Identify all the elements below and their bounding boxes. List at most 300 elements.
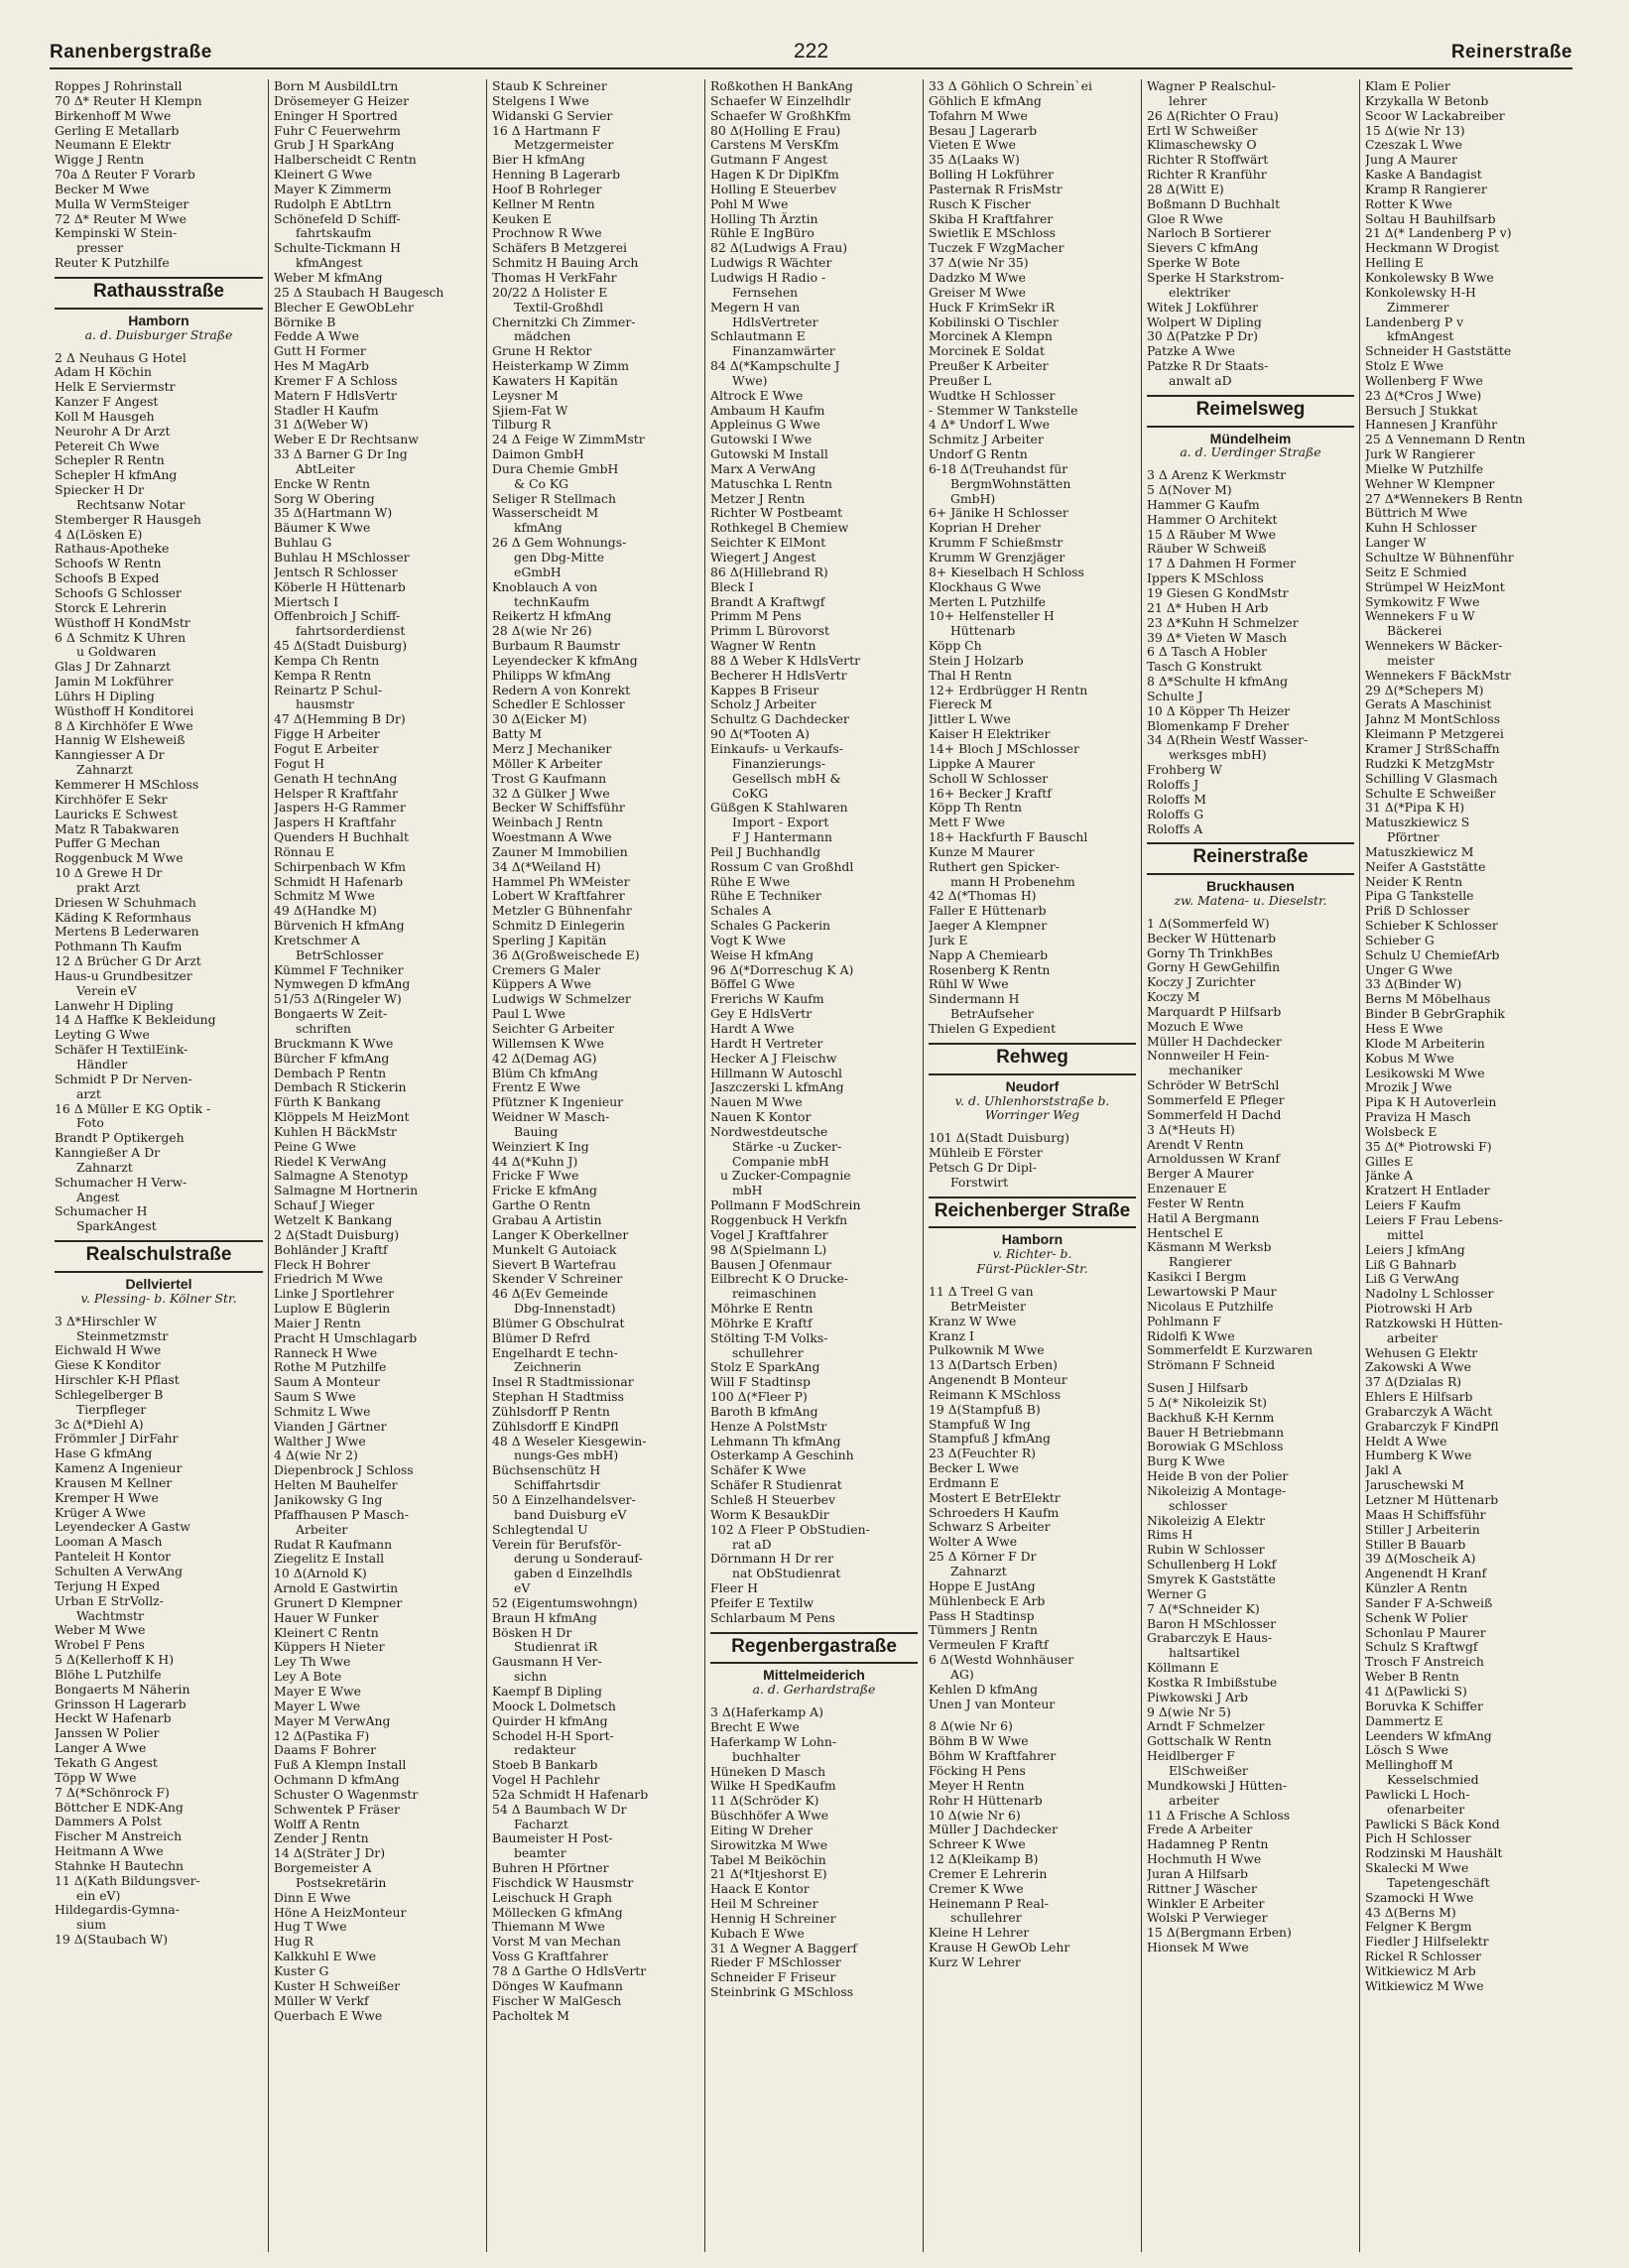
directory-entry: Witkiewicz M Arb [1365, 1964, 1476, 1978]
directory-entry: 26 Δ Gem Wohnungs- [492, 536, 627, 551]
directory-entry: Tuczek F WzgMacher [929, 241, 1065, 256]
directory-entry: Carstens M VersKfm [710, 138, 839, 153]
directory-column [1359, 79, 1577, 2252]
directory-entry: Strömann F Schneid [1147, 1358, 1276, 1373]
directory-entry: Schneider H Gaststätte [1365, 344, 1512, 359]
directory-entry: Sirowitzka M Wwe [710, 1837, 828, 1852]
directory-entry: band Duisburg eV [514, 1507, 627, 1522]
directory-entry: 19 Δ(Staubach W) [55, 1933, 169, 1948]
directory-entry: Stolz E Wwe [1365, 359, 1444, 374]
directory-entry: Forstwirt [950, 1175, 1009, 1190]
directory-entry: Grune H Rektor [492, 344, 592, 359]
directory-entry: 35 Δ(Hartmann W) [274, 506, 393, 521]
directory-entry: Petereit Ch Wwe [55, 439, 160, 453]
directory-entry: Dönges W Kaufmann [492, 1978, 623, 1993]
directory-entry: Hillmann W Autoschl [710, 1066, 843, 1080]
directory-entry: Kappes B Friseur [710, 683, 819, 697]
directory-entry: 84 Δ(*Kampschulte J [710, 359, 840, 374]
directory-entry: Kobilinski O Tischler [929, 315, 1059, 329]
directory-entry: Schulten A VerwAng [55, 1565, 183, 1578]
directory-entry: Stahnke H Bautechn [55, 1858, 185, 1873]
directory-entry: haltsartikel [1169, 1646, 1240, 1661]
directory-entry: Heldt A Wwe [1365, 1434, 1447, 1449]
directory-entry: Schodel H-H Sport- [492, 1728, 614, 1743]
directory-entry: Gausmann H Ver- [492, 1655, 602, 1670]
directory-entry: Grabau A Artistin [492, 1212, 602, 1227]
directory-entry: 82 Δ(Ludwigs A Frau) [710, 241, 848, 256]
directory-entry: 14 Δ Haffke K Bekleidung [55, 1013, 216, 1028]
directory-entry: Fiereck M [929, 697, 993, 712]
directory-entry: Wagner W Rentn [710, 639, 816, 654]
directory-entry: Baumeister H Post- [492, 1831, 613, 1846]
directory-entry: 16 Δ Müller E KG Optik - [55, 1101, 211, 1116]
directory-entry: Leiers J kfmAng [1365, 1242, 1465, 1257]
directory-entry: Huck F KrimSekr iR [929, 300, 1056, 315]
directory-entry: Studienrat iR [514, 1640, 598, 1655]
directory-entry: Kesselschmied [1387, 1773, 1479, 1788]
directory-entry: Bösken H Dr [492, 1625, 572, 1640]
directory-entry: Weinbach J Rentn [492, 816, 603, 830]
directory-entry: Eiting W Dreher [710, 1823, 813, 1837]
directory-entry: Arnold E Gastwirtin [274, 1581, 399, 1596]
directory-entry: 5 Δ(Kellerhoff K H) [55, 1653, 175, 1668]
directory-entry: Steinbrink G MSchloss [710, 1985, 854, 2000]
street-location: v. Plessing- b. Kölner Str. [80, 1290, 237, 1306]
directory-entry: Preußer L [929, 373, 992, 388]
directory-entry: Zauner M Immobilien [492, 844, 628, 859]
directory-entry: Companie mbH [732, 1154, 829, 1169]
directory-entry: kfmAngest [296, 256, 363, 271]
directory-entry: Salmagne A Stenotyp [274, 1169, 409, 1184]
directory-entry: Krausen M Kellner [55, 1475, 173, 1490]
directory-entry: Stampfuß J kfmAng [929, 1432, 1051, 1447]
directory-entry: Müller J Dachdecker [929, 1823, 1058, 1837]
directory-entry: Wolski P Verwieger [1147, 1911, 1268, 1926]
directory-entry: Böffel G Wwe [710, 977, 796, 992]
directory-entry: 50 Δ Einzelhandelsver- [492, 1493, 636, 1507]
directory-entry: Fogut E Arbeiter [274, 741, 379, 756]
directory-entry: Henning B Lagerarb [492, 168, 621, 183]
directory-entry: Kuhlen H BäckMstr [274, 1124, 397, 1139]
directory-entry: Hüneken D Masch [710, 1764, 826, 1779]
directory-entry: Leyting G Wwe [55, 1028, 150, 1043]
directory-entry: Pawlicki S Bäck Kond [1365, 1817, 1500, 1831]
directory-entry: Haack E Kontor [710, 1882, 810, 1897]
directory-entry: Terjung H Exped [55, 1578, 161, 1593]
directory-entry: Patzke R Dr Staats- [1147, 359, 1269, 374]
directory-entry: Wehner W Klempner [1365, 476, 1495, 491]
directory-entry: Rossum C van Großhdl [710, 859, 854, 874]
directory-entry: Kempinski W Stein- [55, 226, 178, 241]
directory-entry: 2 Δ Neuhaus G Hotel [55, 350, 187, 365]
district-name: Hamborn [1001, 1231, 1064, 1248]
directory-entry: BetrMeister [950, 1299, 1026, 1314]
directory-entry: Ley Th Wwe [274, 1655, 351, 1670]
directory-entry: Kamenz A Ingenieur [55, 1461, 183, 1476]
directory-entry: Verein für Berufsför- [492, 1537, 622, 1552]
directory-entry: Mühlenbeck E Arb [929, 1593, 1046, 1608]
directory-entry: Güßgen K Stahlwaren [710, 801, 848, 816]
directory-entry: Ippers K MSchloss [1147, 571, 1264, 586]
directory-entry: Köllmann E [1147, 1661, 1219, 1676]
directory-entry: Konkolewsky B Wwe [1365, 270, 1494, 285]
directory-entry: Mozuch E Wwe [1147, 1019, 1244, 1034]
directory-entry: Szamocki H Wwe [1365, 1890, 1474, 1905]
street-location: zw. Matena- u. Dieselstr. [1174, 893, 1327, 909]
directory-entry: Mayer E Wwe [274, 1684, 361, 1699]
directory-entry: hausmstr [296, 697, 354, 712]
directory-entry: Lobert W Kraftfahrer [492, 889, 625, 904]
directory-entry: Hug R [274, 1935, 313, 1950]
directory-entry: Garthe O Rentn [492, 1198, 591, 1213]
directory-entry: Kretschmer A [274, 933, 360, 947]
directory-entry: Berns M Möbelhaus [1365, 992, 1491, 1007]
directory-entry: Köpp Th Rentn [929, 801, 1022, 816]
directory-entry: 25 Δ Körner F Dr [929, 1550, 1037, 1565]
directory-entry: 35 Δ(* Piotrowski F) [1365, 1139, 1492, 1154]
directory-entry: schullehrer [950, 1911, 1022, 1926]
directory-entry: Küppers A Wwe [492, 977, 591, 992]
street-location: a. d. Gerhardstraße [752, 1682, 876, 1698]
directory-entry: Weidner W Masch- [492, 1110, 610, 1125]
directory-entry: Schönefeld D Schiff- [274, 211, 401, 226]
directory-entry: Reuter K Putzhilfe [55, 256, 170, 271]
street-location: a. d. Uerdinger Straße [1180, 444, 1321, 460]
directory-entry: Looman A Masch [55, 1535, 163, 1550]
directory-entry: Erdmann E [929, 1475, 999, 1490]
directory-entry: Leyendecker K kfmAng [492, 653, 638, 668]
directory-entry: Sievers C kfmAng [1147, 241, 1259, 256]
directory-entry: Osterkamp A Geschinh [710, 1449, 854, 1463]
directory-entry: Kubach E Wwe [710, 1926, 805, 1941]
directory-entry: Buhren H Pförtner [492, 1861, 609, 1876]
directory-entry: Zühlsdorff E KindPfl [492, 1419, 619, 1434]
directory-entry: Strümpel W HeizMont [1365, 579, 1505, 594]
directory-entry: Cremer K Wwe [929, 1881, 1024, 1896]
directory-entry: Scoor W Lackabreiber [1365, 108, 1505, 123]
directory-entry: 32 Δ Gülker J Wwe [492, 786, 610, 801]
directory-column [704, 79, 923, 2252]
directory-entry: Stadler H Kaufm [274, 403, 379, 418]
directory-entry: Hauer W Funker [274, 1610, 379, 1625]
directory-entry: Kasikci I Bergm [1147, 1270, 1247, 1285]
directory-entry: Leischuck H Graph [492, 1890, 613, 1905]
directory-entry: Schulte J [1147, 689, 1203, 703]
directory-entry: Stampfuß W Ing [929, 1417, 1031, 1432]
spacer [1147, 1373, 1354, 1381]
directory-entry: Hagen K Dr DiplKfm [710, 168, 839, 183]
directory-entry: 20/22 Δ Holister E [492, 285, 608, 300]
directory-entry: 6-18 Δ(Treuhandst für [929, 461, 1068, 476]
directory-entry: Brecht E Wwe [710, 1719, 800, 1734]
directory-entry: Stephan H Stadtmiss [492, 1390, 624, 1405]
directory-entry: Dembach P Rentn [274, 1066, 387, 1080]
directory-entry: Blümer G Obschulrat [492, 1316, 625, 1330]
directory-entry: Wiegert J Angest [710, 551, 816, 565]
directory-entry: arbeiter [1387, 1330, 1438, 1345]
directory-entry: Stiller B Bauarb [1365, 1537, 1466, 1552]
directory-entry: Tilburg R [492, 418, 552, 433]
directory-entry: Stiller J Arbeiterin [1365, 1522, 1480, 1537]
directory-entry: Ratzkowski H Hütten- [1365, 1316, 1503, 1330]
directory-entry: Trosch F Anstreich [1365, 1655, 1484, 1670]
directory-entry: Buhlau G [274, 536, 332, 551]
directory-entry: Scholz J Arbeiter [710, 697, 816, 712]
directory-entry: Leenders W kfmAng [1365, 1728, 1492, 1743]
directory-entry: Langer A Wwe [55, 1741, 147, 1756]
directory-entry: Verein eV [76, 983, 137, 998]
directory-entry: Schieber K Schlosser [1365, 919, 1498, 934]
directory-entry: 10+ Helfensteller H [929, 609, 1055, 624]
directory-entry: Grabarczyk A Wächt [1365, 1404, 1493, 1419]
directory-entry: Riedel K VerwAng [274, 1154, 387, 1169]
directory-entry: Nauen M Wwe [710, 1095, 803, 1110]
directory-entry: Tümmers J Rentn [929, 1623, 1038, 1638]
directory-entry: Schoofs W Rentn [55, 557, 162, 571]
directory-entry: Wachtmstr [76, 1608, 144, 1623]
directory-entry: 6 Δ Schmitz K Uhren [55, 630, 187, 645]
directory-entry: Kirchhöfer E Sekr [55, 792, 168, 807]
directory-entry: Köberle H Hüttenarb [274, 579, 406, 594]
directory-entry: Altrock E Wwe [710, 388, 804, 403]
directory-entry: Wolsbeck E [1365, 1124, 1438, 1139]
directory-entry: 10 Δ Köpper Th Heizer [1147, 703, 1291, 718]
directory-entry: Tasch G Konstrukt [1147, 660, 1262, 675]
directory-entry: Koczy J Zurichter [1147, 975, 1256, 990]
directory-entry: Figge H Arbeiter [274, 727, 380, 742]
directory-entry: Seitz E Schmied [1365, 565, 1467, 579]
directory-entry: Becker L Wwe [929, 1461, 1019, 1476]
directory-entry: Mellinghoff M [1365, 1758, 1453, 1773]
directory-entry: Rothe M Putzhilfe [274, 1360, 387, 1375]
directory-entry: Leiers F Frau Lebens- [1365, 1212, 1503, 1227]
directory-entry: Puffer G Mechan [55, 836, 161, 851]
directory-entry: Hirschler K-H Pflast [55, 1373, 180, 1388]
directory-entry: Frentz E Wwe [492, 1080, 580, 1095]
directory-entry: Juran A Hilfsarb [1147, 1866, 1248, 1881]
directory-entry: 10 Δ(Arnold K) [274, 1567, 367, 1581]
directory-entry: Hardt A Wwe [710, 1022, 795, 1036]
directory-entry: Schlarbaum M Pens [710, 1610, 835, 1625]
directory-entry: Vermeulen F Kraftf [929, 1638, 1049, 1653]
district-name: Mittelmeiderich [763, 1667, 865, 1684]
directory-entry: Jänke A [1365, 1169, 1414, 1184]
directory-entry: Mielke W Putzhilfe [1365, 461, 1484, 476]
directory-entry: Möller K Arbeiter [492, 756, 602, 771]
directory-entry: Hammer G Kaufm [1147, 497, 1260, 512]
directory-entry: Redern A von Konrekt [492, 683, 631, 697]
directory-entry: 47 Δ(Hemming B Dr) [274, 712, 406, 727]
directory-entry: Symkowitz F Wwe [1365, 594, 1480, 609]
directory-entry: 100 Δ(*Fleer P) [710, 1390, 808, 1405]
directory-entry: 21 Δ(*Itjeshorst E) [710, 1867, 827, 1882]
directory-entry: Hildegardis-Gymna- [55, 1903, 180, 1918]
directory-entry: Schäfer K Wwe [710, 1463, 807, 1478]
page-number: 222 [793, 40, 829, 63]
directory-entry: Schulte E Schweißer [1365, 786, 1496, 801]
directory-entry: 44 Δ(*Kuhn J) [492, 1154, 578, 1169]
directory-entry: Händler [76, 1058, 128, 1071]
directory-entry: Fiedler J Hilfselektr [1365, 1935, 1489, 1950]
directory-entry: Schiffahrtsdir [514, 1478, 600, 1493]
directory-entry: Mayer K Zimmerm [274, 182, 392, 196]
directory-entry: Höne A HeizMonteur [274, 1905, 407, 1920]
directory-entry: Schultz G Dachdecker [710, 712, 849, 727]
directory-entry: Thielen G Expedient [929, 1022, 1057, 1036]
directory-entry: Vogel H Pachlehr [492, 1773, 600, 1788]
directory-entry: Lösch S Wwe [1365, 1743, 1449, 1758]
directory-entry: Giese K Konditor [55, 1358, 161, 1373]
district-name: Bruckhausen [1206, 878, 1295, 895]
directory-entry: Richter W Postbeamt [710, 506, 843, 521]
directory-entry: F J Hantermann [732, 830, 832, 845]
directory-entry: Ranneck H Wwe [274, 1345, 378, 1360]
directory-entry: fahrtsorderdienst [296, 624, 406, 639]
directory-entry: Sommerfeldt E Kurzwaren [1147, 1343, 1314, 1358]
directory-entry: Jaspers H Kraftfahr [274, 816, 396, 830]
directory-entry: Schäfers B Metzgerei [492, 241, 627, 256]
directory-entry: Wollenberg F Wwe [1365, 373, 1483, 388]
street-heading: Reichenberger Straße [929, 1197, 1136, 1229]
directory-entry: Bäckerei [1387, 624, 1442, 639]
directory-entry: Wennekers F u W [1365, 609, 1475, 624]
directory-entry: Leiers F Kaufm [1365, 1198, 1461, 1213]
directory-entry: 70a Δ Reuter F Vorarb [55, 168, 195, 183]
directory-entry: Becherer H HdlsVertr [710, 668, 847, 683]
directory-entry: Koczy M [1147, 990, 1200, 1005]
directory-entry: Möllecken G kfmAng [492, 1905, 623, 1920]
directory-entry: Voss G Kraftfahrer [492, 1950, 609, 1964]
directory-entry: Nonnweiler H Fein- [1147, 1049, 1270, 1064]
directory-entry: Bauer H Betriebmann [1147, 1425, 1285, 1440]
directory-entry: Matuszkiewicz S [1365, 816, 1470, 830]
directory-entry: 23 Δ(*Cros J Wwe) [1365, 388, 1482, 403]
directory-entry: Postsekretärin [296, 1875, 387, 1890]
directory-entry: Heisterkamp W Zimm [492, 359, 629, 374]
directory-entry: Rudat R Kaufmann [274, 1537, 393, 1552]
directory-entry: Boßmann D Buchhalt [1147, 196, 1281, 211]
street-heading: Rehweg [929, 1043, 1136, 1075]
directory-entry: Vianden J Gärtner [274, 1419, 387, 1434]
directory-entry: Grub J H SparkAng [274, 138, 395, 153]
directory-entry: Diepenbrock J Schloss [274, 1463, 414, 1478]
directory-entry: Kurz W Lehrer [929, 1954, 1021, 1969]
directory-entry: 11 Δ(Kath Bildungsver- [55, 1873, 200, 1888]
directory-entry: Unen J van Monteur [929, 1697, 1056, 1711]
directory-entry: Wehusen G Elektr [1365, 1345, 1478, 1360]
directory-entry: 45 Δ(Stadt Duisburg) [274, 639, 408, 654]
directory-entry: Pollmann F ModSchrein [710, 1198, 861, 1213]
directory-entry: Schoofs B Exped [55, 571, 160, 586]
directory-entry: Schmitz L Wwe [274, 1404, 371, 1419]
directory-entry: Kleinert C Rentn [274, 1625, 379, 1640]
directory-entry: Klöppels M HeizMont [274, 1110, 410, 1125]
directory-entry: Querbach E Wwe [274, 2008, 383, 2023]
directory-entry: mädchen [514, 329, 571, 344]
directory-entry: Tofahrn M Wwe [929, 108, 1028, 123]
directory-entry: Smyrek K Gaststätte [1147, 1573, 1276, 1586]
directory-entry: 15 Δ Räuber M Wwe [1147, 527, 1276, 542]
directory-entry: Pass H Stadtinsp [929, 1608, 1035, 1623]
directory-entry: Kümmel F Techniker [274, 962, 404, 977]
directory-entry: Schonlau P Maurer [1365, 1625, 1486, 1640]
directory-entry: 39 Δ* Vieten W Masch [1147, 630, 1288, 645]
directory-entry: Arendt V Rentn [1147, 1137, 1244, 1152]
directory-entry: Ridolfi K Wwe [1147, 1328, 1235, 1343]
directory-entry: 7 Δ(*Schneider K) [1147, 1601, 1260, 1616]
directory-entry: Helten M Bauhelfer [274, 1478, 398, 1493]
directory-entry: Zühlsdorff P Rentn [492, 1404, 610, 1419]
directory-entry: Stölting T-M Volks- [710, 1330, 828, 1345]
directory-entry: Piotrowski H Arb [1365, 1302, 1473, 1317]
directory-entry: 25 Δ Staubach H Baugesch [274, 285, 444, 300]
directory-entry: Will F Stadtinsp [710, 1375, 811, 1390]
directory-entry: Pracht H Umschlagarb [274, 1330, 418, 1345]
directory-entry: Grunert D Klempner [274, 1595, 403, 1610]
directory-entry: Werner G [1147, 1586, 1207, 1601]
directory-entry: Weber B Rentn [1365, 1670, 1459, 1685]
street-location: a. d. Duisburger Straße [84, 326, 233, 342]
directory-entry: Lauricks E Schwest [55, 807, 178, 821]
directory-entry: Humberg K Wwe [1365, 1449, 1472, 1463]
directory-entry: Schumacher H [55, 1204, 148, 1219]
directory-entry: Gottschalk W Rentn [1147, 1734, 1272, 1749]
directory-entry: Schlegelberger B [55, 1387, 164, 1402]
directory-entry: Prochnow R Wwe [492, 226, 602, 241]
directory-entry: Wigge J Rentn [55, 153, 145, 168]
directory-entry: arbeiter [1169, 1793, 1219, 1808]
directory-entry: Müller H Dachdecker [1147, 1034, 1282, 1049]
directory-entry: Matuszkiewicz M [1365, 844, 1474, 859]
directory-entry: Moock L Dolmetsch [492, 1699, 616, 1713]
street-heading: Realschulstraße [55, 1240, 263, 1273]
directory-entry: Daams F Bohrer [274, 1743, 377, 1758]
directory-entry: 10 Δ(wie Nr 6) [929, 1808, 1021, 1823]
directory-entry: 46 Δ(Ev Gemeinde [492, 1287, 608, 1302]
directory-entry: Vieten E Wwe [929, 138, 1016, 153]
directory-entry: u Zucker-Compagnie [720, 1169, 851, 1184]
directory-entry: Zahnarzt [76, 763, 133, 778]
directory-entry: 13 Δ(Dartsch Erben) [929, 1358, 1058, 1373]
directory-entry: Jaruschewski M [1365, 1478, 1464, 1493]
directory-entry: Hüttenarb [950, 624, 1016, 639]
directory-entry: Peine G Wwe [274, 1139, 356, 1154]
directory-entry: Greiser M Wwe [929, 285, 1026, 300]
directory-entry: Gutmann F Angest [710, 153, 827, 168]
directory-entry: 37 Δ(Dzialas R) [1365, 1375, 1462, 1390]
directory-entry: Büchsenschütz H [492, 1463, 601, 1478]
directory-entry: Fuß A Klempn Install [274, 1758, 407, 1773]
directory-entry: schullehrer [732, 1345, 804, 1360]
directory-entry: Dammers A Polst [55, 1815, 162, 1829]
street-heading: Rathausstraße [55, 277, 263, 310]
directory-entry: Kremer F A Schloss [274, 373, 398, 388]
directory-entry: Heitmann A Wwe [55, 1844, 164, 1859]
directory-entry: Kanzer F Angest [55, 395, 159, 410]
directory-entry: Halberscheidt C Rentn [274, 153, 417, 168]
directory-entry: Wetzelt K Bankang [274, 1212, 393, 1227]
directory-entry: Böhm W Kraftfahrer [929, 1749, 1057, 1764]
directory-entry: Mayer L Wwe [274, 1699, 361, 1713]
directory-entry: & Co KG [514, 476, 569, 491]
directory-entry: 11 Δ(Schröder K) [710, 1794, 819, 1809]
directory-entry: buchhalter [732, 1749, 801, 1764]
directory-entry: Schulz U ChemiefArb [1365, 947, 1500, 962]
directory-entry: Töpp W Wwe [55, 1770, 137, 1785]
directory-entry: Schulte-Tickmann H [274, 241, 401, 256]
directory-entry: 26 Δ(Richter O Frau) [1147, 108, 1279, 123]
directory-entry: Maier J Rentn [274, 1316, 361, 1330]
